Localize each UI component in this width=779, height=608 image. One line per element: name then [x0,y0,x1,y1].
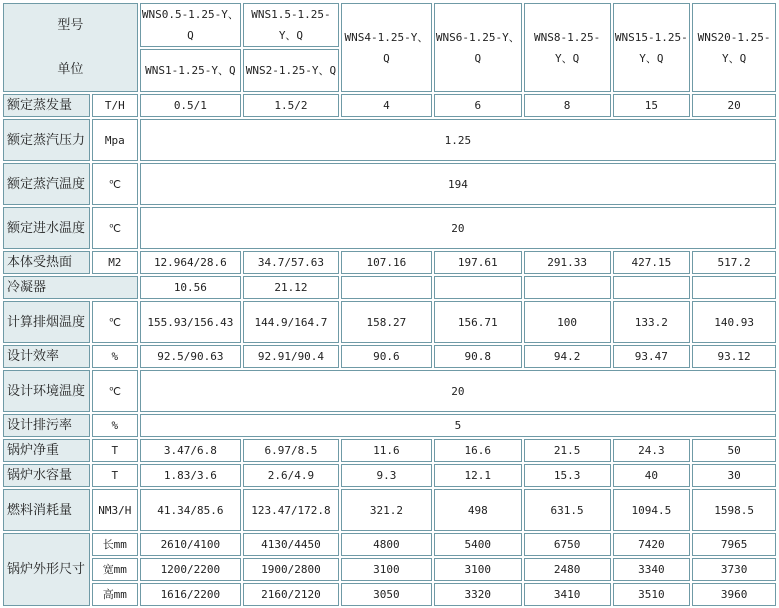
table-cell: 2.6/4.9 [243,464,339,487]
table-cell [613,276,691,299]
table-cell: 107.16 [341,251,432,274]
table-cell: 4130/4450 [243,533,339,556]
row-label: 锅炉净重 [3,439,90,462]
table-cell: 6.97/8.5 [243,439,339,462]
table-cell: 6750 [524,533,611,556]
table-cell: 3.47/6.8 [140,439,241,462]
model-header: WNS0.5-1.25-Y、Q [140,3,241,47]
table-cell: 5 [140,414,776,437]
row-unit: 长mm [92,533,138,556]
table-cell: 15 [613,94,691,117]
table-cell: 90.8 [434,345,522,368]
table-cell: 133.2 [613,301,691,343]
table-cell: 21.12 [243,276,339,299]
table-cell: 7965 [692,533,776,556]
table-cell: 3730 [692,558,776,581]
row-label: 设计环境温度 [3,370,90,412]
table-cell: 40 [613,464,691,487]
table-cell: 21.5 [524,439,611,462]
row-unit: 宽mm [92,558,138,581]
table-cell: 9.3 [341,464,432,487]
row-unit: T [92,464,138,487]
row-label: 计算排烟温度 [3,301,90,343]
table-cell: 155.93/156.43 [140,301,241,343]
table-cell: 1.25 [140,119,776,161]
row-label: 额定蒸汽压力 [3,119,90,161]
row-unit: % [92,345,138,368]
table-cell: 321.2 [341,489,432,531]
table-cell: 93.47 [613,345,691,368]
row-label: 设计效率 [3,345,90,368]
unit-label: 单位 [57,61,84,77]
table-cell: 3050 [341,583,432,606]
table-cell: 4800 [341,533,432,556]
table-cell: 144.9/164.7 [243,301,339,343]
table-cell: 6 [434,94,522,117]
table-cell: 123.47/172.8 [243,489,339,531]
header-corner [3,3,138,92]
row-label: 冷凝器 [3,276,138,299]
table-cell: 50 [692,439,776,462]
row-label: 额定进水温度 [3,207,90,249]
table-cell [434,276,522,299]
row-unit: ℃ [92,163,138,205]
table-cell: 3320 [434,583,522,606]
row-label: 额定蒸发量 [3,94,90,117]
row-label: 额定蒸汽温度 [3,163,90,205]
row-unit: % [92,414,138,437]
table-cell: 3960 [692,583,776,606]
table-cell: 1900/2800 [243,558,339,581]
table-cell: 3100 [341,558,432,581]
table-cell: 90.6 [341,345,432,368]
row-unit: ℃ [92,301,138,343]
table-cell: 0.5/1 [140,94,241,117]
boiler-spec-table [1,1,778,608]
row-label: 锅炉水容量 [3,464,90,487]
table-cell: 156.71 [434,301,522,343]
table-cell: 4 [341,94,432,117]
row-unit: ℃ [92,207,138,249]
table-cell: 100 [524,301,611,343]
table-cell: 3100 [434,558,522,581]
table-cell: 12.1 [434,464,522,487]
model-header: WNS15-1.25-Y、Q [613,3,691,92]
row-label: 燃料消耗量 [3,489,90,531]
table-cell: 1616/2200 [140,583,241,606]
table-cell: 10.56 [140,276,241,299]
table-cell: 11.6 [341,439,432,462]
row-label: 锅炉外形尺寸 [3,533,90,606]
table-cell: 197.61 [434,251,522,274]
table-cell: 194 [140,163,776,205]
table-cell: 20 [140,207,776,249]
table-cell: 20 [692,94,776,117]
table-cell: 2160/2120 [243,583,339,606]
table-cell: 34.7/57.63 [243,251,339,274]
table-cell: 94.2 [524,345,611,368]
model-header: WNS2-1.25-Y、Q [243,49,339,92]
row-label: 本体受热面 [3,251,90,274]
table-cell: 92.91/90.4 [243,345,339,368]
model-header: WNS1-1.25-Y、Q [140,49,241,92]
table-cell: 16.6 [434,439,522,462]
table-cell: 3340 [613,558,691,581]
model-header: WNS4-1.25-Y、Q [341,3,432,92]
table-cell: 30 [692,464,776,487]
model-header: WNS20-1.25-Y、Q [692,3,776,92]
model-label: 型号 [57,17,84,33]
row-unit: Mpa [92,119,138,161]
table-cell: 92.5/90.63 [140,345,241,368]
table-cell: 631.5 [524,489,611,531]
table-cell: 1.83/3.6 [140,464,241,487]
table-cell: 20 [140,370,776,412]
table-cell: 427.15 [613,251,691,274]
row-label: 设计排污率 [3,414,90,437]
table-cell: 15.3 [524,464,611,487]
table-cell: 24.3 [613,439,691,462]
table-cell: 5400 [434,533,522,556]
table-cell: 291.33 [524,251,611,274]
table-cell: 1094.5 [613,489,691,531]
table-cell [341,276,432,299]
table-cell [692,276,776,299]
table-cell: 7420 [613,533,691,556]
table-cell [524,276,611,299]
model-header: WNS8-1.25-Y、Q [524,3,611,92]
table-cell: 93.12 [692,345,776,368]
table-cell: 2610/4100 [140,533,241,556]
table-cell: 517.2 [692,251,776,274]
model-header: WNS1.5-1.25-Y、Q [243,3,339,47]
table-cell: 1598.5 [692,489,776,531]
table-cell: 3510 [613,583,691,606]
model-header: WNS6-1.25-Y、Q [434,3,522,92]
table-cell: 140.93 [692,301,776,343]
table-cell: 1200/2200 [140,558,241,581]
table-cell: 8 [524,94,611,117]
table-cell: 1.5/2 [243,94,339,117]
row-unit: M2 [92,251,138,274]
table-cell: 3410 [524,583,611,606]
table-cell: 158.27 [341,301,432,343]
row-unit: NM3/H [92,489,138,531]
table-cell: 41.34/85.6 [140,489,241,531]
row-unit: T [92,439,138,462]
table-cell: 498 [434,489,522,531]
table-cell: 2480 [524,558,611,581]
table-cell: 12.964/28.6 [140,251,241,274]
row-unit: 高mm [92,583,138,606]
row-unit: ℃ [92,370,138,412]
row-unit: T/H [92,94,138,117]
